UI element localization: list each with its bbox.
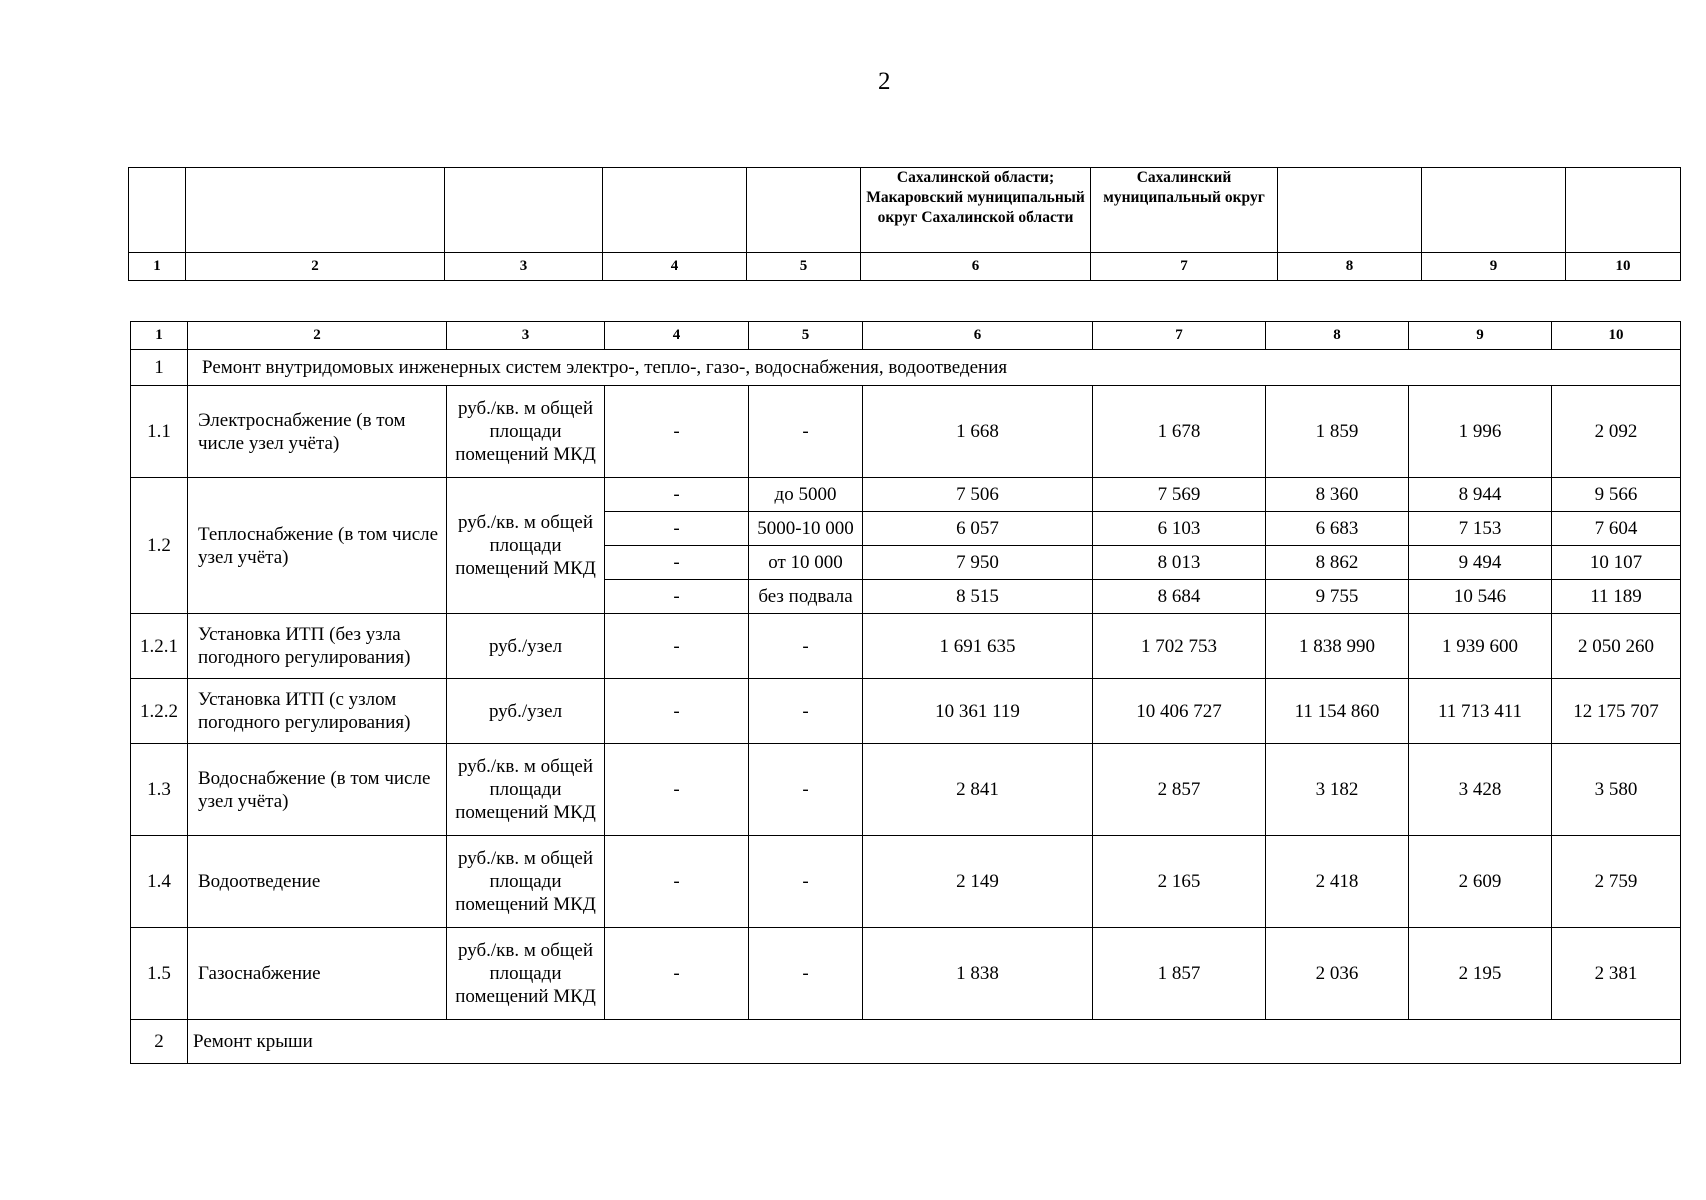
column-number: 4: [605, 322, 749, 350]
row-col5: 5000-10 000: [749, 512, 863, 546]
row-value: 9 494: [1409, 546, 1552, 580]
table-row: [131, 614, 1681, 679]
row-value: 7 569: [1093, 478, 1266, 512]
row-col4: -: [605, 614, 749, 679]
column-number: 7: [1091, 253, 1278, 281]
row-value: 3 428: [1409, 744, 1552, 836]
row-number: 1: [131, 350, 188, 386]
row-value: 2 418: [1266, 836, 1409, 928]
row-number: 1.5: [131, 928, 188, 1020]
page-number: 2: [878, 68, 891, 95]
row-value: 2 036: [1266, 928, 1409, 1020]
row-value: 2 841: [863, 744, 1093, 836]
row-col4: -: [605, 744, 749, 836]
row-value: 7 153: [1409, 512, 1552, 546]
row-value: 10 546: [1409, 580, 1552, 614]
row-value: 1 857: [1093, 928, 1266, 1020]
column-number: 5: [747, 253, 861, 281]
row-value: 7 604: [1552, 512, 1681, 546]
row-value: 11 189: [1552, 580, 1681, 614]
row-col5: -: [749, 836, 863, 928]
row-value: 10 406 727: [1093, 679, 1266, 744]
column-number: 6: [861, 253, 1091, 281]
column-number: 10: [1566, 253, 1681, 281]
row-value: 11 713 411: [1409, 679, 1552, 744]
row-value: 7 506: [863, 478, 1093, 512]
row-col5: -: [749, 679, 863, 744]
cost-table: [130, 321, 1681, 1064]
row-value: 12 175 707: [1552, 679, 1681, 744]
row-value: 8 862: [1266, 546, 1409, 580]
row-value: 2 381: [1552, 928, 1681, 1020]
header-cell: [1566, 168, 1681, 253]
column-number: 8: [1266, 322, 1409, 350]
row-name: Водоснабжение (в том числе узел учёта): [188, 744, 447, 836]
section-row: [131, 350, 1681, 386]
row-value: 1 691 635: [863, 614, 1093, 679]
column-number-row: [131, 322, 1681, 350]
row-value: 1 678: [1093, 386, 1266, 478]
header-row: [129, 168, 1681, 253]
column-number: 6: [863, 322, 1093, 350]
row-name: Газоснабжение: [188, 928, 447, 1020]
row-value: 6 057: [863, 512, 1093, 546]
row-col5: без подвала: [749, 580, 863, 614]
column-number: 1: [131, 322, 188, 350]
row-unit: руб./кв. м общей площади помещений МКД: [447, 386, 605, 478]
row-col5: -: [749, 614, 863, 679]
row-name: Теплоснабжение (в том числе узел учёта): [188, 478, 447, 614]
row-number: 1.1: [131, 386, 188, 478]
row-number: 2: [131, 1020, 188, 1064]
section-title: Ремонт внутридомовых инженерных систем электро-, тепло-, газо-, водоснабжения, водоотведения: [188, 350, 1681, 386]
column-number: 10: [1552, 322, 1681, 350]
row-value: 9 566: [1552, 478, 1681, 512]
section-row: [131, 1020, 1681, 1064]
table-row: [131, 928, 1681, 1020]
column-number: 7: [1093, 322, 1266, 350]
header-col7: Сахалинский муниципальный округ: [1091, 168, 1278, 253]
row-col4: -: [605, 580, 749, 614]
row-value: 1 838 990: [1266, 614, 1409, 679]
row-value: 8 684: [1093, 580, 1266, 614]
row-col4: -: [605, 478, 749, 512]
row-number: 1.2: [131, 478, 188, 614]
row-value: 8 013: [1093, 546, 1266, 580]
row-value: 9 755: [1266, 580, 1409, 614]
row-number: 1.3: [131, 744, 188, 836]
row-col4: -: [605, 928, 749, 1020]
column-number: 4: [603, 253, 747, 281]
row-value: 2 857: [1093, 744, 1266, 836]
header-cell: [1278, 168, 1422, 253]
row-col5: от 10 000: [749, 546, 863, 580]
row-value: 2 759: [1552, 836, 1681, 928]
row-value: 2 609: [1409, 836, 1552, 928]
row-col4: -: [605, 836, 749, 928]
row-value: 1 702 753: [1093, 614, 1266, 679]
column-number: 8: [1278, 253, 1422, 281]
table-row: [131, 836, 1681, 928]
row-col4: -: [605, 679, 749, 744]
header-table: [128, 167, 1681, 281]
row-value: 10 361 119: [863, 679, 1093, 744]
row-unit: руб./кв. м общей площади помещений МКД: [447, 744, 605, 836]
header-col6: Сахалинской области; Макаровский муниципальный округ Сахалинской области: [861, 168, 1091, 253]
table-row: [131, 478, 1681, 512]
column-number: 2: [188, 322, 447, 350]
row-col5: -: [749, 744, 863, 836]
row-unit: руб./кв. м общей площади помещений МКД: [447, 836, 605, 928]
row-value: 1 939 600: [1409, 614, 1552, 679]
row-value: 8 360: [1266, 478, 1409, 512]
row-col4: -: [605, 512, 749, 546]
row-value: 11 154 860: [1266, 679, 1409, 744]
header-cell: [445, 168, 603, 253]
row-value: 10 107: [1552, 546, 1681, 580]
row-value: 1 668: [863, 386, 1093, 478]
row-number: 1.2.2: [131, 679, 188, 744]
row-unit: руб./кв. м общей площади помещений МКД: [447, 928, 605, 1020]
row-value: 2 149: [863, 836, 1093, 928]
row-name: Установка ИТП (с узлом погодного регулирования): [188, 679, 447, 744]
row-number: 1.4: [131, 836, 188, 928]
row-name: Водоотведение: [188, 836, 447, 928]
row-value: 2 092: [1552, 386, 1681, 478]
column-number: 9: [1422, 253, 1566, 281]
row-col4: -: [605, 386, 749, 478]
row-unit: руб./кв. м общей площади помещений МКД: [447, 478, 605, 614]
header-cell: [186, 168, 445, 253]
row-value: 2 195: [1409, 928, 1552, 1020]
row-unit: руб./узел: [447, 679, 605, 744]
table-row: [131, 679, 1681, 744]
row-value: 2 050 260: [1552, 614, 1681, 679]
row-value: 8 515: [863, 580, 1093, 614]
row-value: 1 838: [863, 928, 1093, 1020]
row-name: Установка ИТП (без узла погодного регулирования): [188, 614, 447, 679]
row-value: 3 580: [1552, 744, 1681, 836]
row-value: 2 165: [1093, 836, 1266, 928]
column-number: 3: [445, 253, 603, 281]
header-cell: [129, 168, 186, 253]
row-value: 6 103: [1093, 512, 1266, 546]
column-number: 5: [749, 322, 863, 350]
table-row: [131, 386, 1681, 478]
row-col5: -: [749, 386, 863, 478]
column-number: 1: [129, 253, 186, 281]
header-cell: [603, 168, 747, 253]
row-value: 1 859: [1266, 386, 1409, 478]
row-col5: до 5000: [749, 478, 863, 512]
section-title: Ремонт крыши: [188, 1020, 1681, 1064]
row-value: 6 683: [1266, 512, 1409, 546]
row-number: 1.2.1: [131, 614, 188, 679]
table-row: [131, 744, 1681, 836]
row-value: 8 944: [1409, 478, 1552, 512]
column-number: 9: [1409, 322, 1552, 350]
row-name: Электроснабжение (в том числе узел учёта): [188, 386, 447, 478]
row-unit: руб./узел: [447, 614, 605, 679]
row-value: 3 182: [1266, 744, 1409, 836]
row-value: 1 996: [1409, 386, 1552, 478]
column-number: 2: [186, 253, 445, 281]
header-cell: [1422, 168, 1566, 253]
header-cell: [747, 168, 861, 253]
row-col4: -: [605, 546, 749, 580]
row-col5: -: [749, 928, 863, 1020]
column-number: 3: [447, 322, 605, 350]
row-value: 7 950: [863, 546, 1093, 580]
column-number-row: [129, 253, 1681, 281]
